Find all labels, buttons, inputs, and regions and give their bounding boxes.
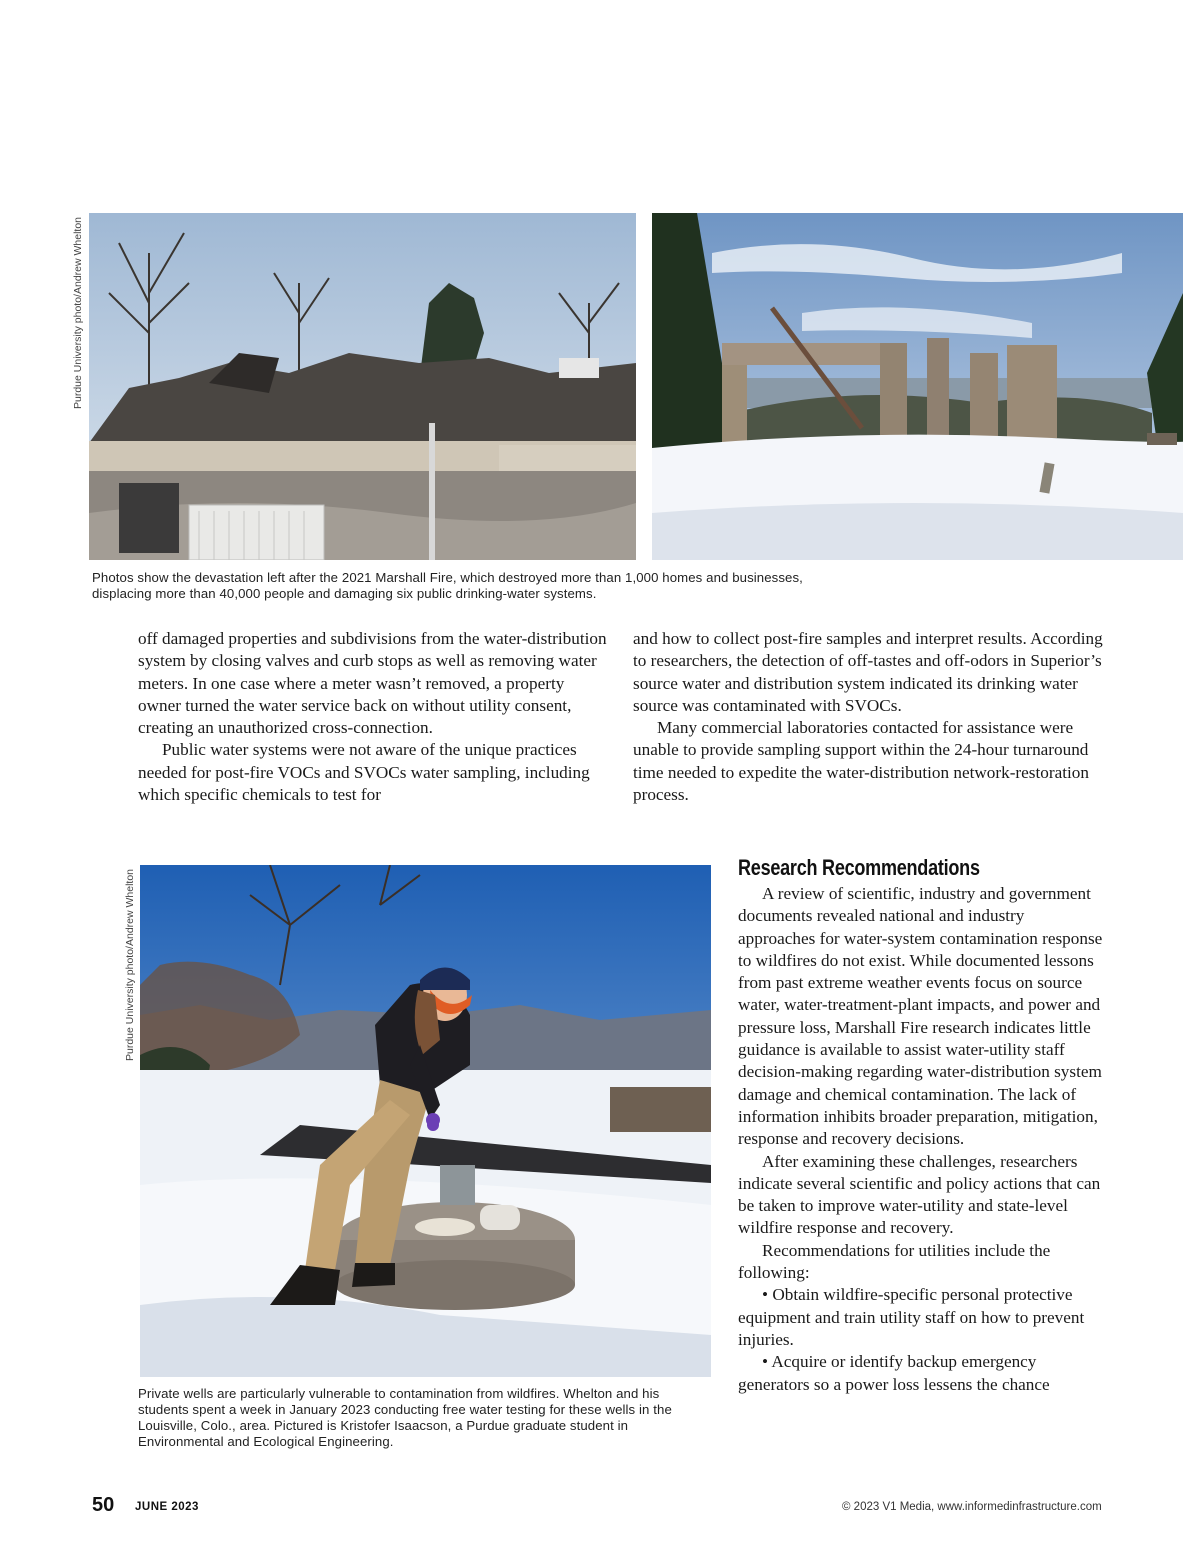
article-column-2 — [633, 628, 1103, 806]
col1-paragraph-2: Public water systems were not aware of the unique practices needed for post-fire VOCs and SVOCs water sampling, including which specific chemicals to test for — [138, 740, 590, 805]
col3-paragraph-3: Recommendations for utilities include the following: — [738, 1240, 1051, 1283]
col3-paragraph-2: After examining these challenges, researchers indicate several scientific and policy actions that can be taken to improve water-utility and state-level wildfire response and recovery. — [738, 1151, 1101, 1238]
photo-credit-top: Purdue University photo/Andrew Whelton — [72, 216, 84, 409]
page-number: 50 — [92, 1494, 115, 1516]
photo-snow-ruins — [652, 213, 1183, 560]
section-heading: Research Recommendations — [738, 855, 980, 880]
caption-bottom: Private wells are particularly vulnerable to contamination from wildfires. Whelton and his students spent a week in January 2023 conducting free water testing for these wells in the Louisville, Colo., area. Pictured is Kristofer Isaacson, a Purdue graduate student in Environmental and Ecological Engineering. — [138, 1386, 672, 1449]
col3-paragraph-1: A review of scientific, industry and government documents revealed national and industry approaches for water-system contamination response to wildfires do not exist. While documented lessons from past extreme weather events focus on source water, water-treatment-plant impacts, and power and pressure loss, Marshall Fire research indicates little guidance is available to assist water-utility staff decision-making regarding water-distribution system damage and chemical contamination. The lack of information inhibits broader preparation, mitigation, response and recovery decisions. — [738, 884, 1103, 1149]
col3-bullet-1: • Obtain wildfire-specific personal protective equipment and train utility staff on how to prevent injuries. — [738, 1285, 1085, 1349]
col1-paragraph-1: off damaged properties and subdivisions from the water-distribution system by closing valves and curb stops as well as removing water meters. In one case where a meter wasn’t removed, a property owner turned the water service back on without utility consent, creating an unauthorized cross-connection. — [138, 629, 607, 738]
photo-fire-debris — [89, 213, 636, 560]
copyright: © 2023 V1 Media, www.informedinfrastructure.com — [842, 1501, 1102, 1513]
col2-paragraph-1: and how to collect post-fire samples and interpret results. According to researchers, the detection of off-tastes and off-odors in Superior’s source water and distribution system indicated its drinking water source was contaminated with SVOCs. — [633, 629, 1103, 715]
issue-date: JUNE 2023 — [135, 1501, 199, 1513]
article-column-3 — [738, 883, 1103, 1396]
caption-top: Photos show the devastation left after the 2021 Marshall Fire, which destroyed more than 1,000 homes and businesses, displacing more than 40,000 people and damaging six public drinking-water systems. — [92, 570, 803, 601]
photo-credit-bottom: Purdue University photo/Andrew Whelton — [124, 868, 136, 1061]
col2-paragraph-2: Many commercial laboratories contacted for assistance were unable to provide sampling support within the 24-hour turnaround time needed to expedite the water-distribution network-restoration process. — [633, 718, 1089, 805]
photo-well-testing — [140, 865, 711, 1377]
col3-bullet-2: • Acquire or identify backup emergency generators so a power loss lessens the chance — [738, 1352, 1050, 1394]
article-column-1 — [138, 628, 608, 806]
